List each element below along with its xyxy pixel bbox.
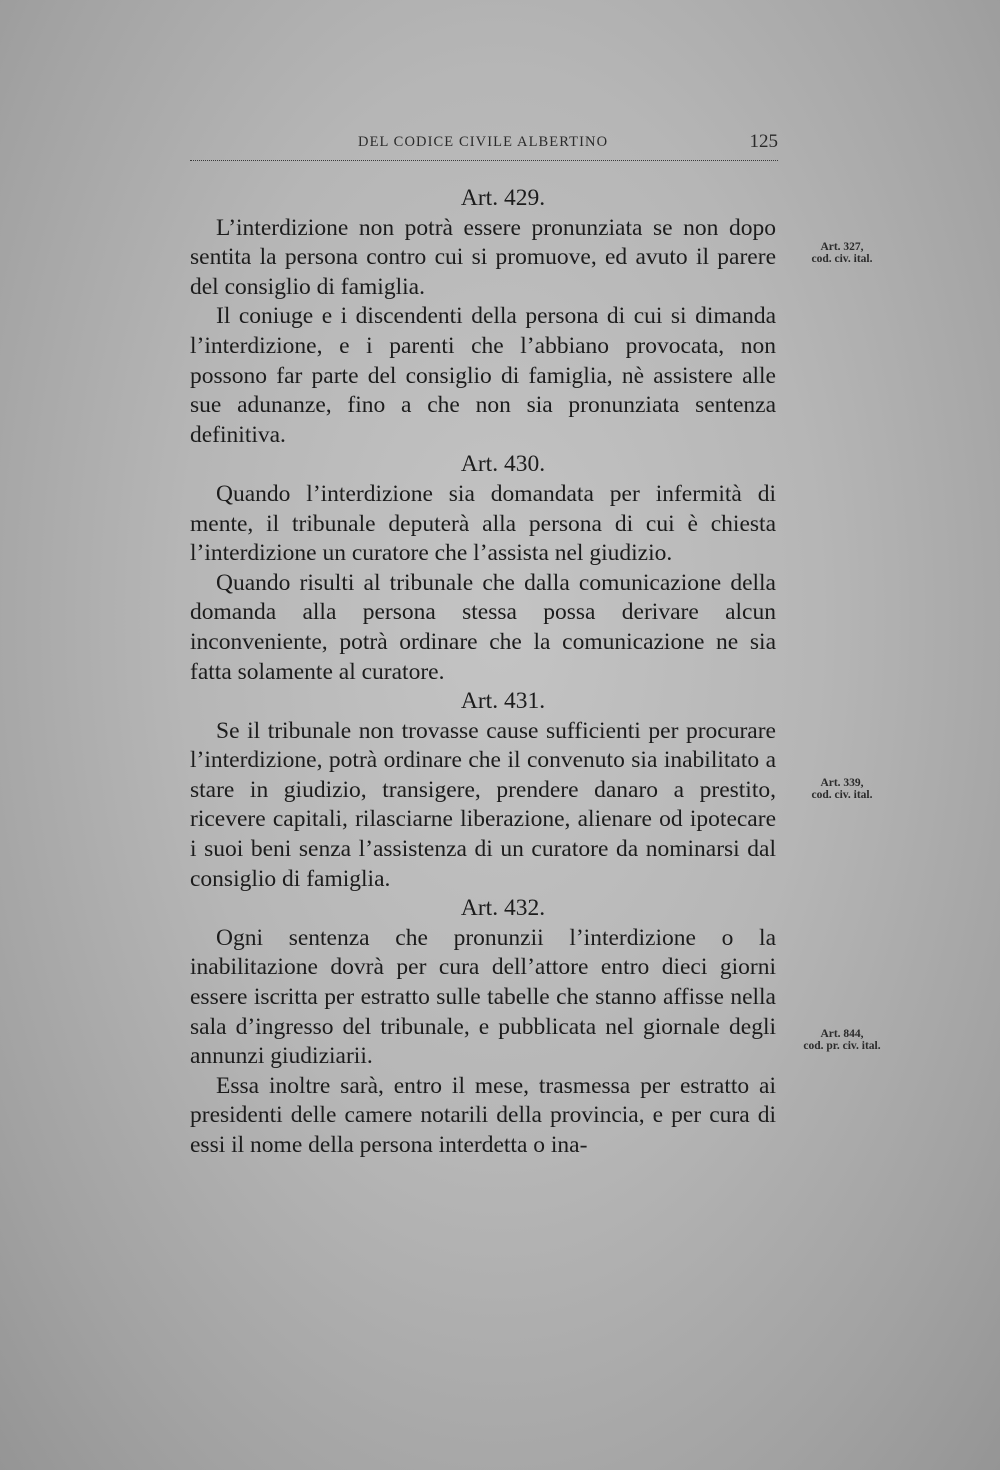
margin-note [780,1028,904,1052]
margin-note-code: cod. civ. ital. [811,789,873,801]
margin-note [787,777,897,801]
margin-note-article: Art. 339, [820,777,864,789]
paragraph: Essa inoltre sarà, entro il mese, trasmessa per estratto ai presidenti delle camere notarili della provincia, e per cura di essi il nome della persona interdetta o ina- [190,1072,776,1158]
paragraph: Quando l’interdizione sia domandata per infermità di mente, il tribunale deputerà alla persona di cui è chiesta l’interdizione un curatore che l’assista nel giudizio. [190,480,776,567]
running-head [190,131,778,161]
page-number: 125 [749,131,778,152]
article-heading: Art. 432. [460,895,546,922]
running-title: DEL CODICE CIVILE ALBERTINO [358,134,609,150]
body-text [190,184,776,1161]
paragraph: L’interdizione non potrà essere pronunziata se non dopo sentita la persona contro cui si promuove, ed avuto il parere del consiglio di famiglia. [190,214,776,300]
margin-note-code: cod. civ. ital. [811,253,873,265]
margin-note [787,241,897,265]
margin-note-code: cod. pr. civ. ital. [803,1040,881,1052]
article-heading: Art. 429. [460,185,546,211]
article-heading: Art. 431. [460,688,546,715]
article-heading: Art. 430. [460,451,546,478]
paragraph: Se il tribunale non trovasse cause sufficienti per procurare l’interdizione, potrà ordinare che il convenuto sia inabilitato a stare in giudizio, transigere, prendere danaro a prestito, ricevere capitali, rilasciarne liberazione, alienare od ipotecare i suoi beni senza l’assistenza di un curatore da nominarsi dal consiglio di famiglia. [190,717,776,892]
paragraph: Ogni sentenza che pronunzii l’interdizione o la inabilitazione dovrà per cura dell’attore entro dieci giorni essere iscritta per estratto sulle tabelle che stanno affisse nella sala d’ingresso del tribunale, e pubblicata nel giornale degli annunzi giudiziarii. [190,924,776,1070]
paragraph: Il coniuge e i discendenti della persona di cui si dimanda l’interdizione, e i parenti che l’abbiano provocata, non possono far parte del consiglio di famiglia, nè assistere alle sue adunanze, fino a che non sia pronunziata sentenza definitiva. [190,303,776,448]
margin-note-article: Art. 327, [820,241,864,253]
paragraph: Quando risulti al tribunale che dalla comunicazione della domanda alla persona stessa possa derivare alcun inconveniente, potrà ordinare che la comunicazione ne sia fatta solamente al curatore. [190,569,776,685]
margin-note-article: Art. 844, [820,1028,864,1040]
